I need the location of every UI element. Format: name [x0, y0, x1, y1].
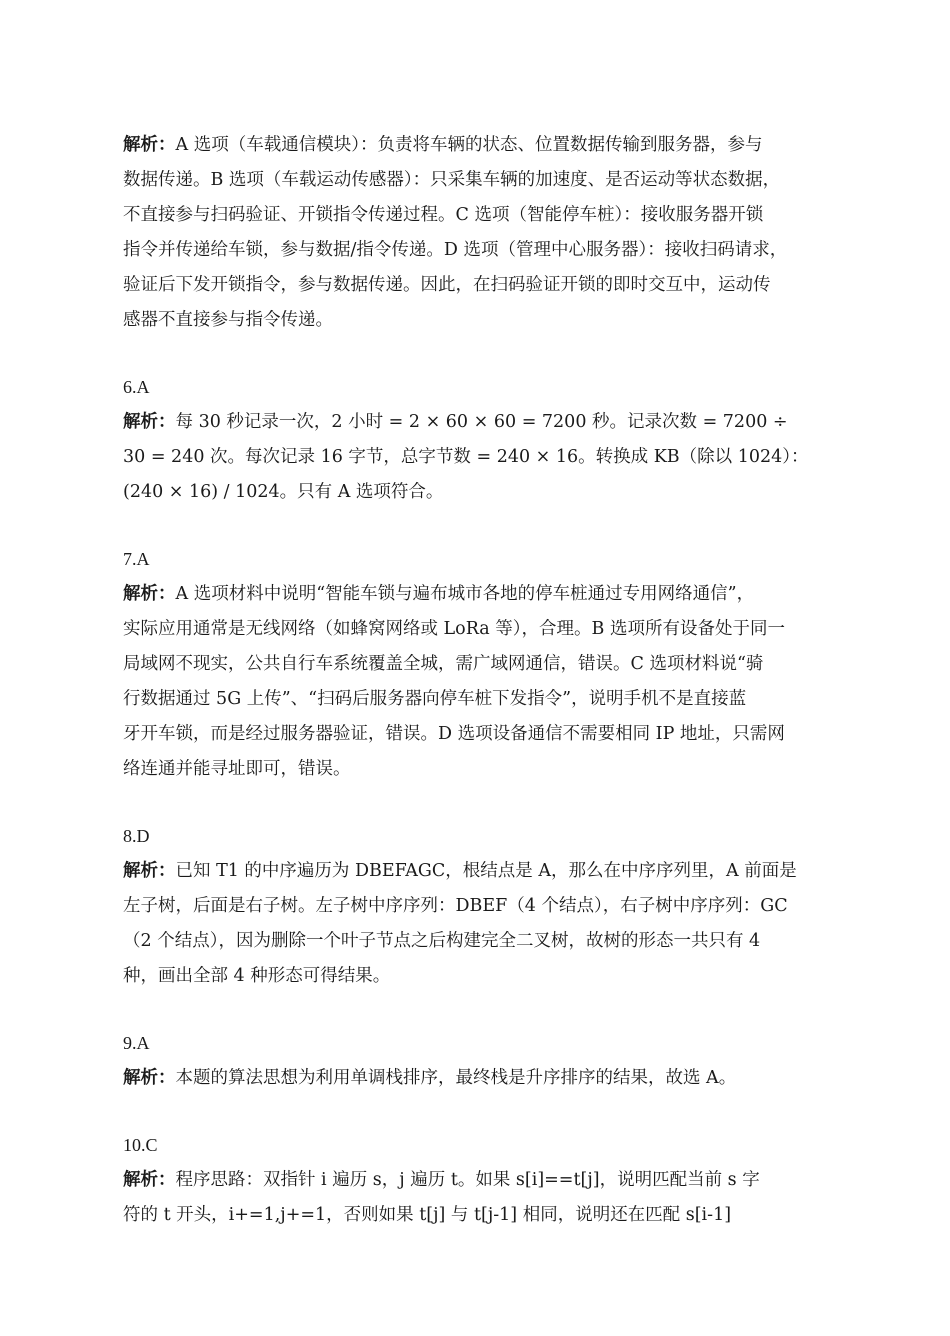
explanation-line: 本题的算法思想为利用单调栈排序，最终栈是升序排序的结果，故选 A。	[175, 1068, 737, 1088]
explanation-line: A 选项材料中说明“智能车锁与遍布城市各地的停车桩通过专用网络通信”，	[175, 584, 755, 604]
explanation-line: 指令并传递给车锁，参与数据/指令传递。D 选项（管理中心服务器）：接收扫码请求，	[123, 240, 788, 260]
explanation-line: 不直接参与扫码验证、开锁指令传递过程。C 选项（智能停车桩）：接收服务器开锁	[123, 205, 764, 225]
question-answer-heading: 7.A	[123, 549, 150, 569]
answer-block-9	[123, 1026, 828, 1096]
question-answer-heading: 9.A	[123, 1033, 150, 1053]
explanation-label: 解析：	[123, 861, 176, 881]
answer-block-10	[123, 1128, 828, 1233]
explanation-label: 解析：	[123, 135, 176, 155]
explanation-line: 牙开车锁，而是经过服务器验证，错误。D 选项设备通信不需要相同 IP 地址，只需网	[123, 724, 785, 744]
answer-block-6	[123, 370, 828, 510]
explanation-paragraph	[123, 1061, 828, 1096]
explanation-line: 络连通并能寻址即可，错误。	[123, 759, 351, 779]
explanation-line: 验证后下发开锁指令，参与数据传递。因此，在扫码验证开锁的即时交互中，运动传	[123, 275, 771, 295]
explanation-line: 感器不直接参与指令传递。	[123, 310, 333, 330]
question-answer-heading: 8.D	[123, 826, 150, 846]
explanation-line: (240 × 16) / 1024。只有 A 选项符合。	[123, 482, 444, 502]
question-answer-heading: 6.A	[123, 377, 150, 397]
explanation-paragraph	[123, 854, 828, 994]
explanation-paragraph	[123, 128, 828, 338]
explanation-line: 行数据通过 5G 上传”、“扫码后服务器向停车桩下发指令”，说明手机不是直接蓝	[123, 689, 747, 709]
explanation-line: A 选项（车载通信模块）：负责将车辆的状态、位置数据传输到服务器，参与	[175, 135, 763, 155]
explanation-paragraph	[123, 405, 828, 510]
explanation-paragraph	[123, 1163, 828, 1233]
explanation-line: 局域网不现实，公共自行车系统覆盖全城，需广域网通信，错误。C 选项材料说“骑	[123, 654, 764, 674]
answer-block-5	[123, 128, 828, 338]
explanation-line: 程序思路：双指针 i 遍历 s，j 遍历 t。如果 s[i]==t[j]，说明匹配当前 s 字	[175, 1170, 760, 1190]
answer-block-7	[123, 542, 828, 787]
explanation-paragraph	[123, 577, 828, 787]
question-answer-heading: 10.C	[123, 1135, 158, 1155]
explanation-line: 左子树，后面是右子树。左子树中序序列：DBEF（4 个结点），右子树中序序列：GC	[123, 896, 788, 916]
document-page	[123, 128, 828, 1265]
explanation-line: 符的 t 开头，i+=1,j+=1，否则如果 t[j] 与 t[j-1] 相同，说明还在匹配 s[i-1]	[123, 1205, 732, 1225]
explanation-line: 30 = 240 次。每次记录 16 字节，总字节数 = 240 × 16。转换成 KB（除以 1024）：	[123, 447, 809, 467]
explanation-line: 已知 T1 的中序遍历为 DBEFAGC，根结点是 A，那么在中序序列里，A 前面是	[175, 861, 797, 881]
explanation-line: 种，画出全部 4 种形态可得结果。	[123, 966, 391, 986]
explanation-line: 数据传递。B 选项（车载运动传感器）：只采集车辆的加速度、是否运动等状态数据，	[123, 170, 781, 190]
explanation-label: 解析：	[123, 1170, 176, 1190]
answer-block-8	[123, 819, 828, 994]
explanation-label: 解析：	[123, 412, 176, 432]
explanation-line: 实际应用通常是无线网络（如蜂窝网络或 LoRa 等），合理。B 选项所有设备处于同一	[123, 619, 785, 639]
explanation-label: 解析：	[123, 1068, 176, 1088]
explanation-label: 解析：	[123, 584, 176, 604]
explanation-line: （2 个结点），因为删除一个叶子节点之后构建完全二叉树，故树的形态一共只有 4	[123, 931, 761, 951]
explanation-line: 每 30 秒记录一次，2 小时 = 2 × 60 × 60 = 7200 秒。记录次数 = 7200 ÷	[175, 412, 788, 432]
